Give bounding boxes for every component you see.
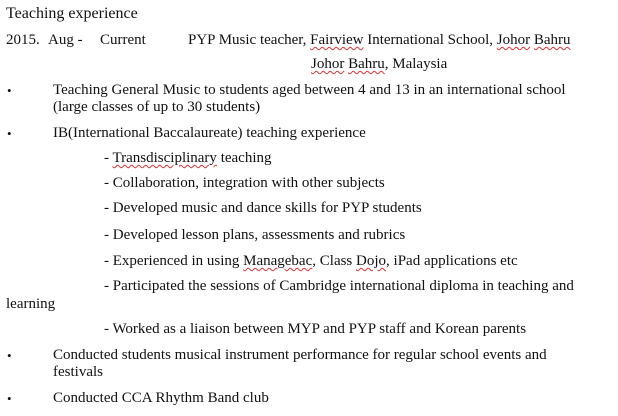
bullet-text: festivals <box>53 364 103 380</box>
ib-point-collaboration: - Collaboration, integration with other subjects <box>104 175 385 191</box>
ib-point-cambridge-continued: learning <box>6 296 56 312</box>
school-name: Fairview <box>310 32 364 48</box>
bullet-text: (large classes of up to 30 students) <box>53 99 261 115</box>
apps-prefix: - Experienced in using <box>104 253 244 269</box>
section-title: Teaching experience <box>6 5 138 22</box>
job-start-month: Aug - <box>48 32 83 48</box>
city-word-1: Johor <box>496 32 531 48</box>
location-city-2: Bahru <box>348 56 385 72</box>
app-managebac: Managebac <box>243 253 313 269</box>
bullet-text: IB(International Baccalaureate) teaching experience <box>53 125 366 141</box>
location-city-1: Johor <box>311 56 345 72</box>
transdisciplinary-word: Transdisciplinary <box>112 150 217 166</box>
bullet-symbol: • <box>7 83 12 98</box>
bullet-symbol: • <box>7 126 12 141</box>
job-title-middle: International School, <box>363 32 497 48</box>
bullet-text: Conducted CCA Rhythm Band club <box>53 390 269 406</box>
bullet-symbol: • <box>7 391 12 406</box>
location-country: , Malaysia <box>384 56 448 72</box>
ib-point-transdisciplinary <box>104 150 272 167</box>
job-start-year: 2015. <box>6 32 40 48</box>
apps-middle: , Class <box>312 253 357 269</box>
job-location-line <box>311 56 447 73</box>
ib-point-skills: - Developed music and dance skills for PYP students <box>104 200 422 216</box>
ib-point-cambridge: - Participated the sessions of Cambridge international diploma in teaching and <box>104 278 574 294</box>
dash: - <box>104 150 113 166</box>
city-word-2: Bahru <box>533 32 571 48</box>
bullet-symbol: • <box>7 348 12 363</box>
ib-point-rest: teaching <box>216 150 272 166</box>
apps-suffix: , iPad applications etc <box>386 253 518 269</box>
bullet-text: Teaching General Music to students aged between 4 and 13 in an international school <box>53 82 566 98</box>
ib-point-apps <box>104 253 518 270</box>
ib-point-liaison: - Worked as a liaison between MYP and PYP staff and Korean parents <box>104 321 527 337</box>
job-title-line <box>188 32 571 49</box>
app-dojo: Dojo <box>356 253 387 269</box>
job-end: Current <box>100 32 146 48</box>
bullet-text: Conducted students musical instrument performance for regular school events and <box>53 347 547 363</box>
job-title-prefix: PYP Music teacher, <box>188 32 311 48</box>
ib-point-plans: - Developed lesson plans, assessments and rubrics <box>104 227 406 243</box>
